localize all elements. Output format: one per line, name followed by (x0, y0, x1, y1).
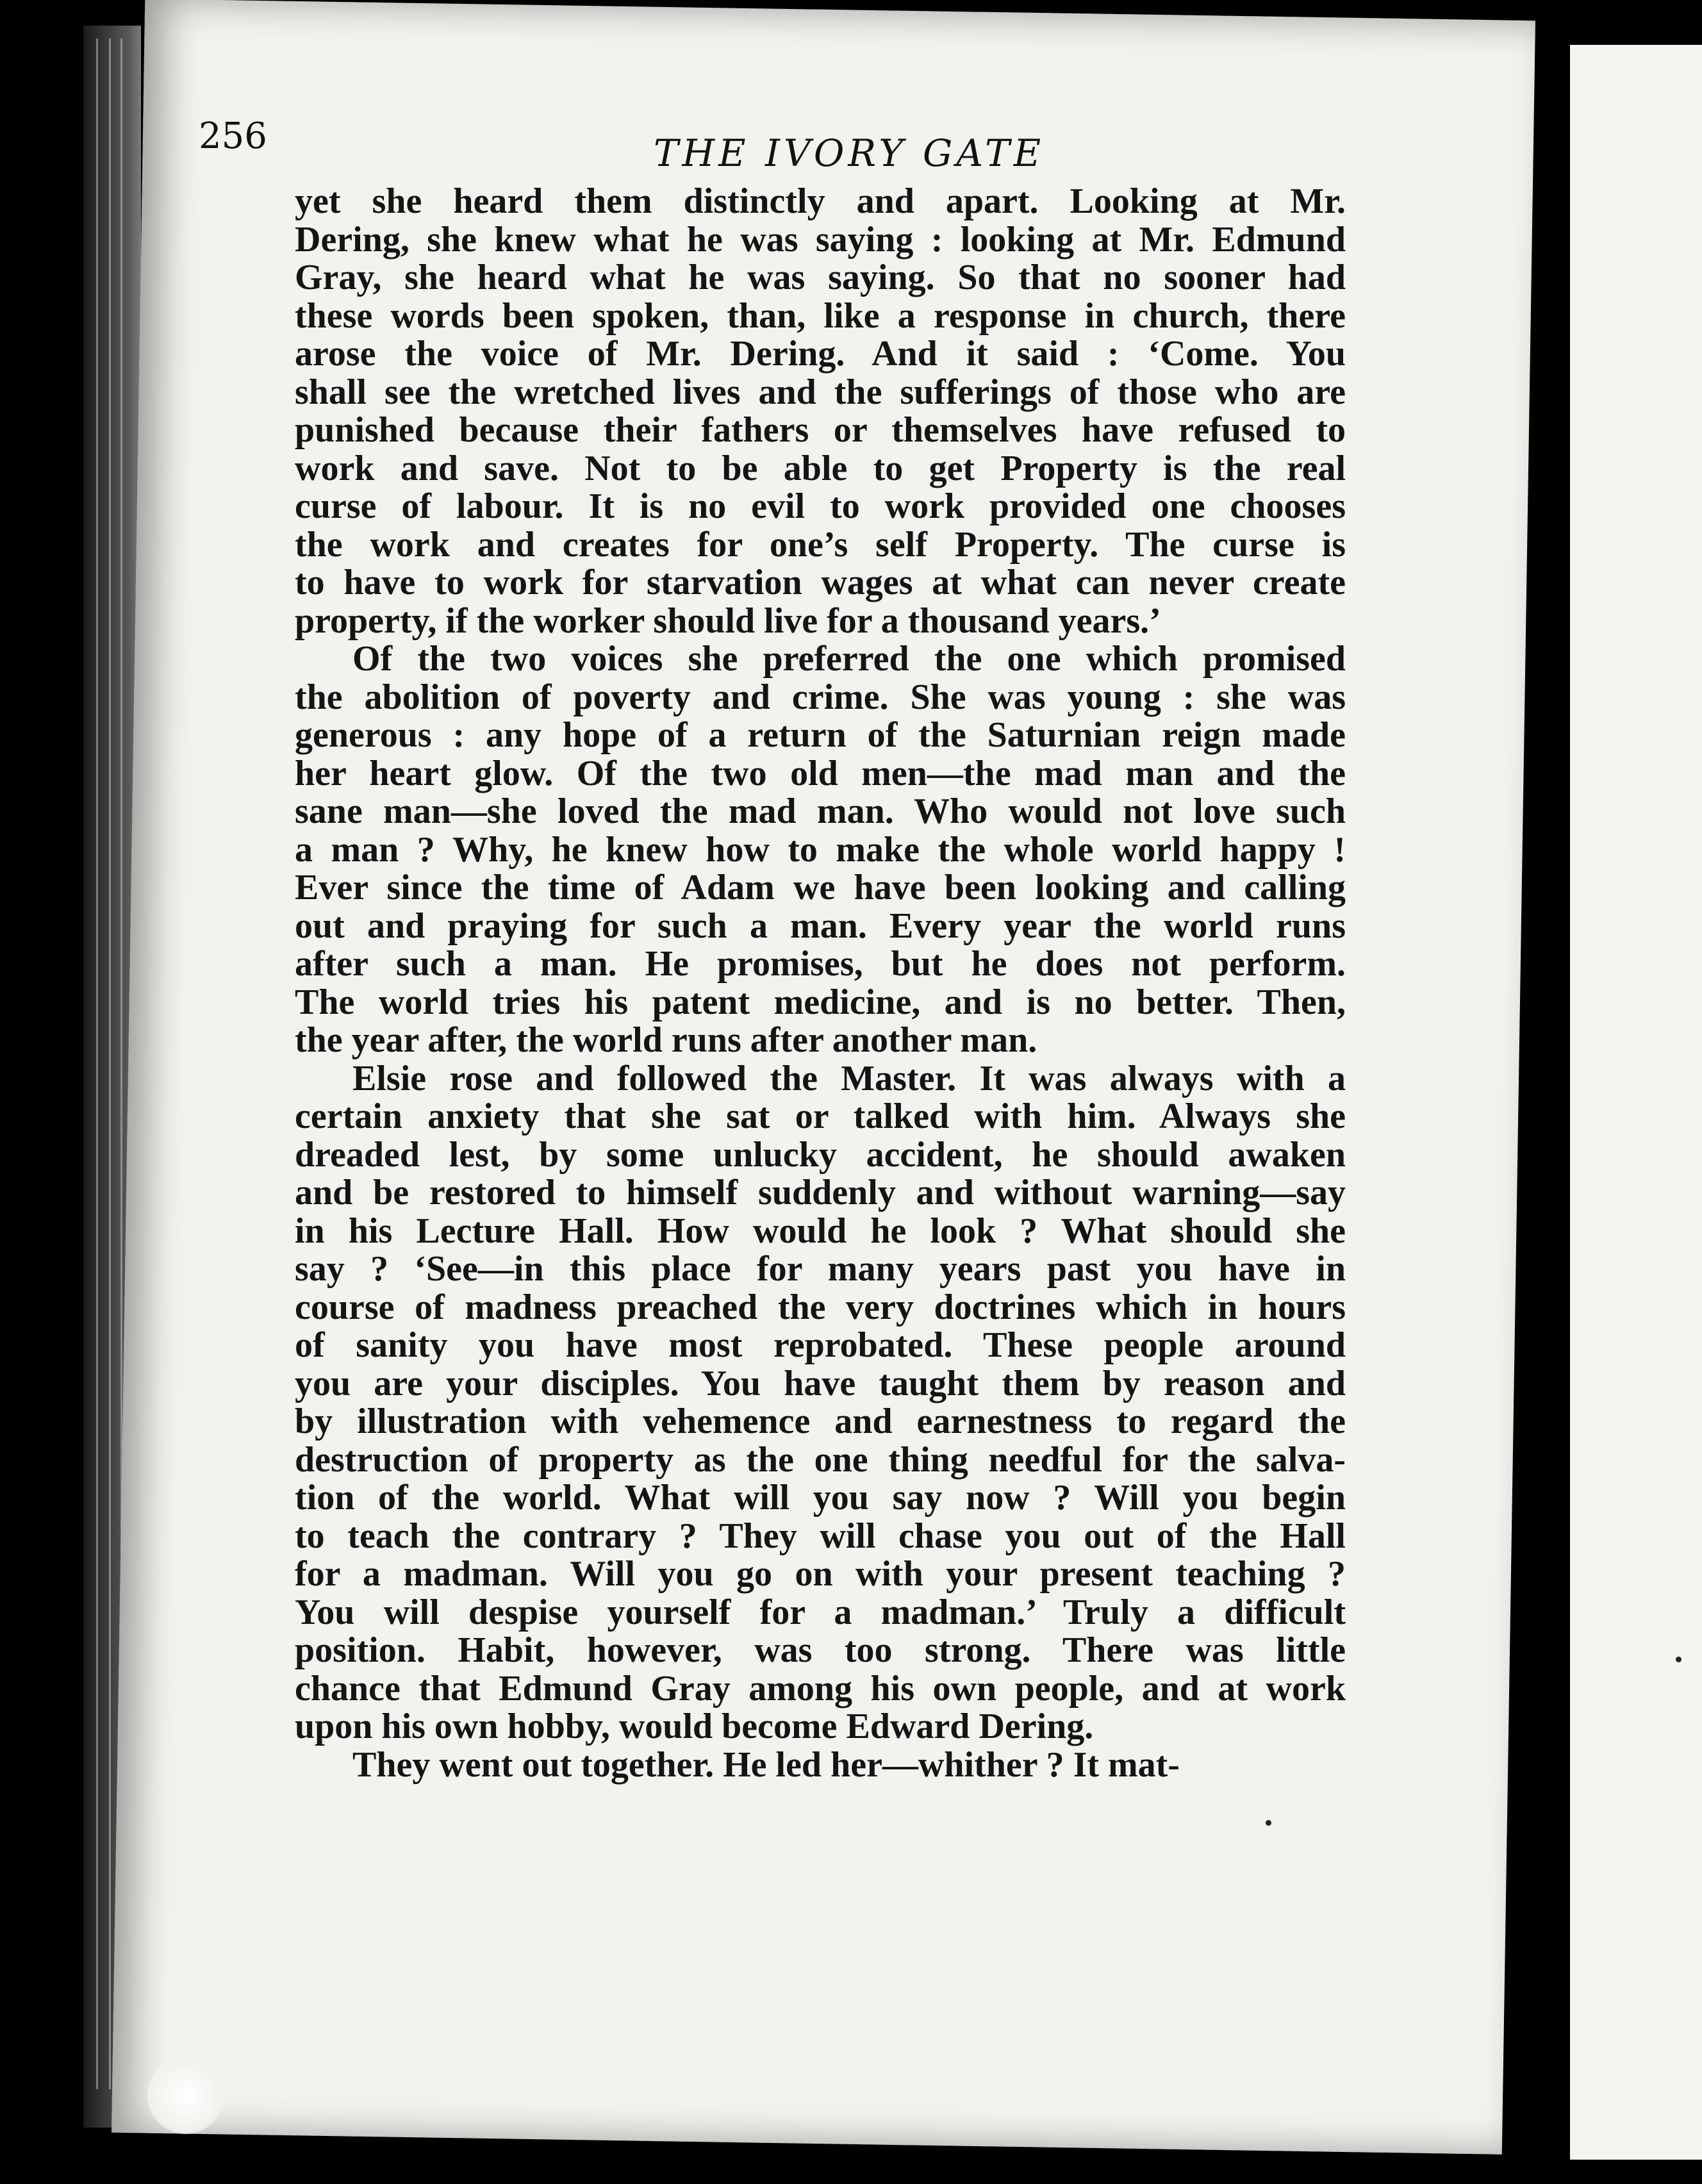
adjacent-page-edge (1570, 45, 1702, 2160)
page-edge-line (96, 38, 98, 2089)
text-line: out and praying for such a man. Every year the world runs (295, 906, 1346, 946)
text-line: course of madness preached the very doctrines which in hours (295, 1287, 1346, 1327)
page-number: 256 (199, 115, 267, 157)
body-text (295, 183, 1346, 1784)
text-line: the year after, the world runs after another man. (295, 1020, 1037, 1060)
text-line: Of the two voices she preferred the one which promised (352, 639, 1346, 679)
page-edge-line (109, 38, 111, 2089)
scan-light-spot (147, 2057, 224, 2134)
text-line: certain anxiety that she sat or talked with him. Always she (295, 1096, 1346, 1136)
scan-speck (1266, 1820, 1271, 1826)
text-line: the abolition of poverty and crime. She was young : she was (295, 677, 1346, 717)
text-line: curse of labour. It is no evil to work provided one chooses (295, 486, 1346, 526)
text-line: of sanity you have most reprobated. These people around (295, 1325, 1346, 1365)
text-line: the work and creates for one’s self Property. The curse is (295, 524, 1346, 565)
text-line: generous : any hope of a return of the Saturnian reign made (295, 715, 1346, 755)
text-line: position. Habit, however, was too strong. There was little (295, 1630, 1346, 1670)
text-line: tion of the world. What will you say now ? Will you begin (295, 1478, 1346, 1518)
text-line: Gray, she heard what he was saying. So that no sooner had (295, 258, 1346, 297)
text-line: destruction of property as the one thing needful for the salva- (295, 1439, 1346, 1480)
text-line: her heart glow. Of the two old men—the mad man and the (295, 753, 1346, 793)
text-line: say ? ‘See—in this place for many years past you have in (295, 1249, 1346, 1289)
text-line: dreaded lest, by some unlucky accident, he should awaken (295, 1134, 1346, 1175)
text-line: yet she heard them distinctly and apart. Looking at Mr. (295, 181, 1346, 221)
text-line: to have to work for starvation wages at what can never create (295, 563, 1346, 602)
running-head: THE IVORY GATE (654, 131, 1045, 175)
text-line: after such a man. He promises, but he does not perform. (295, 944, 1346, 984)
text-line: chance that Edmund Gray among his own people, and at work (295, 1668, 1346, 1708)
text-line: Ever since the time of Adam we have been looking and calling (295, 868, 1346, 907)
text-line: punished because their fathers or themselves have refused to (295, 410, 1346, 450)
scan-speck (1676, 1657, 1681, 1662)
text-line: Elsie rose and followed the Master. It was always with a (352, 1058, 1346, 1098)
text-line: The world tries his patent medicine, and is no better. Then, (295, 982, 1346, 1022)
text-line: in his Lecture Hall. How would he look ? What should she (295, 1211, 1346, 1251)
text-line: shall see the wretched lives and the sufferings of those who are (295, 372, 1346, 412)
text-line: to teach the contrary ? They will chase you out of the Hall (295, 1516, 1346, 1556)
text-line: arose the voice of Mr. Dering. And it said : ‘Come. You (295, 334, 1346, 374)
text-line: work and save. Not to be able to get Property is the real (295, 448, 1346, 488)
text-line: these words been spoken, than, like a response in church, there (295, 295, 1346, 336)
text-line: upon his own hobby, would become Edward Dering. (295, 1707, 1094, 1746)
text-line: a man ? Why, he knew how to make the whole world happy ! (295, 829, 1346, 870)
text-line: Dering, she knew what he was saying : looking at Mr. Edmund (295, 219, 1346, 260)
text-line: property, if the worker should live for a thousand years.’ (295, 600, 1161, 641)
text-line: for a madman. Will you go on with your present teaching ? (295, 1554, 1346, 1594)
text-line: and be restored to himself suddenly and without warning—say (295, 1173, 1346, 1212)
text-line: by illustration with vehemence and earnestness to regard the (295, 1402, 1346, 1441)
text-line: you are your disciples. You have taught them by reason and (295, 1363, 1346, 1403)
text-line: sane man—she loved the mad man. Who would not love such (295, 791, 1346, 831)
text-line: They went out together. He led her—whither ? It mat- (352, 1744, 1180, 1785)
text-line: You will despise yourself for a madman.’ Truly a difficult (295, 1592, 1346, 1632)
